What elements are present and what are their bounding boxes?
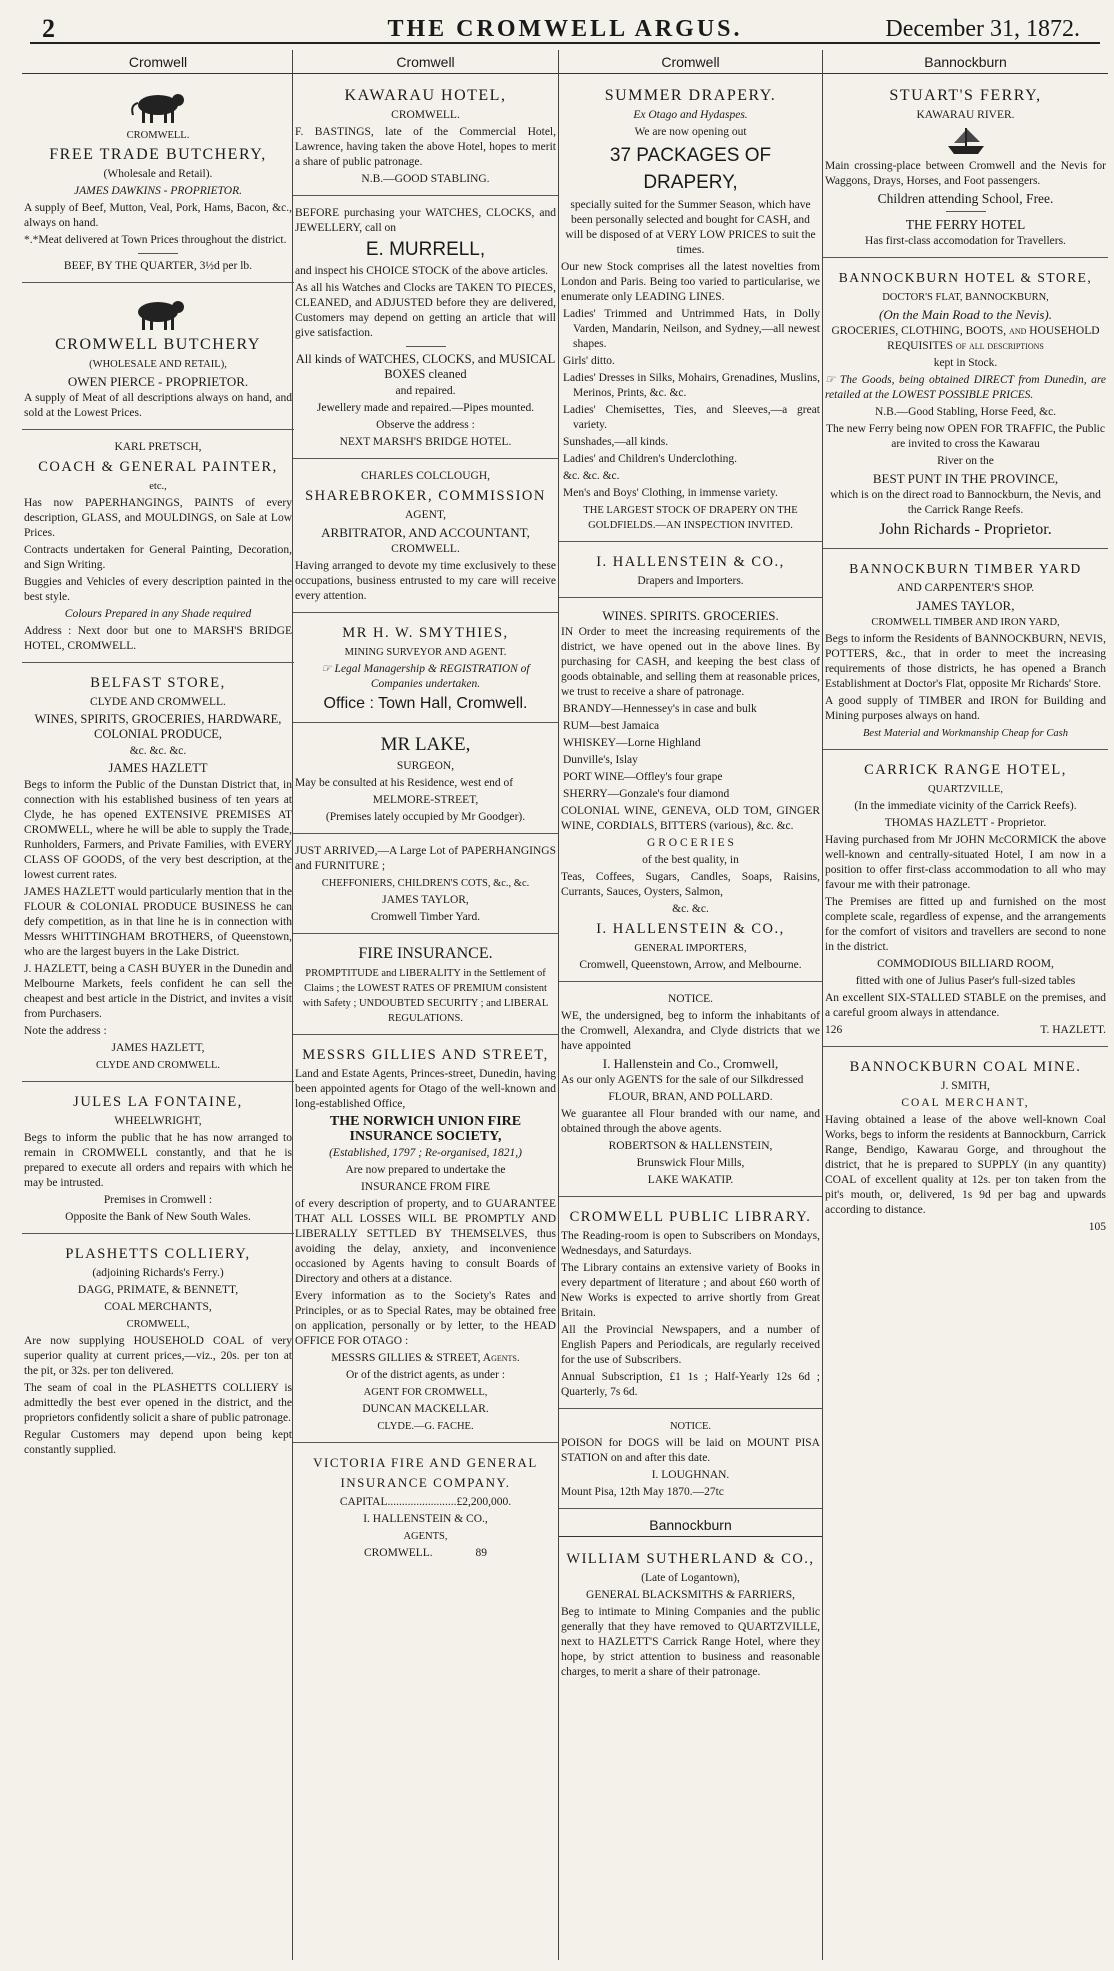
ad-body: The new Ferry being now OPEN FOR TRAFFIC, the Public are invited to cross the Kawarau	[826, 423, 1105, 450]
column-2	[293, 50, 558, 1960]
ad-body: The seam of coal in the PLASHETTS COLLIERY is admittedly the best ever opened in the district, and the proprietors confidently solicit a share of public patronage.	[24, 1382, 292, 1424]
ad-body: INSURANCE FROM FIRE	[360, 1181, 491, 1193]
business-name: COACH & GENERAL PAINTER,	[38, 459, 278, 475]
business-name: MR LAKE,	[380, 734, 471, 755]
address: LAKE WAKATIP.	[647, 1174, 734, 1186]
drapery-list	[561, 307, 820, 501]
ad-jules-la-fontaine	[22, 1086, 294, 1234]
address: CROMWELL,	[126, 1319, 190, 1330]
ad-body: CHEFFONIERS, CHILDREN'S COTS, &c., &c.	[321, 878, 530, 889]
business-name: CARRICK RANGE HOTEL,	[864, 762, 1067, 778]
agents: CLYDE.—G. FACHE.	[377, 1421, 474, 1432]
ad-william-sutherland	[559, 1543, 822, 1688]
ad-heading: BEFORE purchasing your WATCHES, CLOCKS, and JEWELLERY, call on	[295, 207, 556, 234]
subtitle: CROMWELL TIMBER AND IRON YARD,	[871, 617, 1060, 628]
ad-heading: THE FERRY HOTEL	[905, 217, 1026, 232]
ad-body: of every description of property, and to GUARANTEE THAT ALL LOSSES WILL BE PROMPTLY AND LIBERALLY SETTLED BY THEMSELVES, thus avoiding the delay, anxiety, and inconvenience occasioned by Agents having to consult Boards of Directory and others at a distance.	[295, 1198, 556, 1285]
business-name: MR H. W. SMYTHIES,	[342, 625, 509, 641]
wine-item: Dunville's, Islay	[563, 754, 638, 766]
ad-body: A good supply of TIMBER and IRON for Building and Mining purposes always on hand.	[825, 695, 1106, 722]
ad-body: Regular Customers may depend upon being kept constantly supplied.	[24, 1429, 292, 1456]
wine-item: SHERRY—Gonzale's four diamond	[563, 788, 730, 800]
wine-item: BRANDY—Hennessey's in case and bulk	[563, 703, 757, 715]
agents: AGENTS,	[403, 1531, 448, 1542]
proprietor: OWEN PIERCE - PROPRIETOR.	[67, 374, 249, 389]
ad-body: A supply of Meat of all descriptions always on hand, and sold at the Lowest Prices.	[24, 392, 292, 419]
ad-address: NEXT MARSH'S BRIDGE HOTEL.	[339, 436, 512, 448]
wine-item: PORT WINE—Offley's four grape	[563, 771, 723, 783]
ad-wines-spirits	[559, 602, 822, 982]
business-name: I. HALLENSTEIN & CO.,	[596, 921, 785, 937]
ad-number: 126	[825, 1024, 843, 1036]
ad-body: Every information as to the Society's Rates and Principles, or as to Special Rates, may be obtained free on application, personally or by letter, to the HEAD OFFICE FOR OTAGO :	[295, 1290, 556, 1347]
ship-icon	[944, 126, 988, 156]
ad-body: All the Provincial Newspapers, and a number of English Papers and Periodicals, are regularly received for the use of Subscribers.	[561, 1324, 820, 1366]
subtitle: COAL MERCHANTS,	[104, 1301, 212, 1313]
subtitle: CLYDE AND CROMWELL.	[90, 696, 226, 708]
price-line: BEEF, BY THE QUARTER, 3½d per lb.	[63, 260, 253, 272]
etc-label: etc.,	[149, 481, 167, 492]
ad-body: A supply of Beef, Mutton, Veal, Pork, Hams, Bacon, &c., always on hand.	[24, 202, 292, 229]
ad-tagline: THE LARGEST STOCK OF DRAPERY ON THE GOLDFIELDS.—AN INSPECTION INVITED.	[583, 505, 798, 531]
page-number: 2	[42, 14, 55, 43]
ad-body: Has now PAPERHANGINGS, PAINTS of every description, GLASS, and MOULDINGS, on Sale at Low Prices.	[24, 497, 292, 539]
ad-stuarts-ferry	[823, 80, 1108, 258]
ad-body: Teas, Coffees, Sugars, Candles, Soaps, Raisins, Currants, Sauces, Oysters, Salmon,	[561, 871, 820, 898]
ad-body: *.*Meat delivered at Town Prices throughout the district.	[24, 234, 287, 246]
pointing-hand-icon: ☞	[321, 663, 335, 675]
proprietor: John Richards - Proprietor.	[879, 521, 1052, 538]
ad-heading: WINES. SPIRITS. GROCERIES.	[602, 608, 779, 623]
ad-footer	[825, 1023, 1106, 1038]
ad-body: IN Order to meet the increasing requirements of the district, we have opened out in the above lines. By purchasing for CASH, and keeping the best class of goods obtainable, and selling them at reasonable prices, we trust to receive a share of patronage.	[561, 626, 820, 698]
business-name: WILLIAM SUTHERLAND & CO.,	[566, 1551, 815, 1567]
ad-body: We guarantee all Flour branded with our name, and obtained through the above agents.	[561, 1108, 820, 1135]
ad-body: of the best quality, in	[642, 854, 739, 866]
column-heading: Cromwell	[22, 50, 294, 74]
ad-address: Address : Next door but one to MARSH'S BRIDGE HOTEL, CROMWELL.	[24, 625, 292, 652]
business-name: KAWARAU HOTEL,	[344, 87, 507, 104]
ad-body: Having obtained a lease of the above well-known Coal Works, begs to inform the residents at Bannockburn, Carrick Range, Bendigo, Kawarau Gorge, and throughout the district, that he is prepared to SUPPLY (in any quantity) COAL of excellent quality at 12s. per ton taken from the pit's mouth, or, delivered, 1s 9d per bag and upwards according to distance.	[825, 1114, 1106, 1216]
office-address: Office : Town Hall, Cromwell.	[323, 695, 528, 712]
business-name: CROMWELL BUTCHERY	[55, 336, 261, 353]
subtitle: COAL MERCHANT,	[901, 1097, 1030, 1109]
business-name: I. HALLENSTEIN & CO.,	[596, 554, 785, 570]
drapery-item: Men's and Boys' Clothing, in immense variety.	[563, 487, 778, 499]
business-name: FREE TRADE BUTCHERY,	[49, 146, 267, 163]
business-name: JULES LA FONTAINE,	[73, 1094, 243, 1110]
ad-number: 89	[475, 1547, 488, 1559]
subtitle: (Late of Logantown),	[641, 1572, 740, 1584]
agents: I. HALLENSTEIN & CO.,	[363, 1513, 488, 1525]
address: Brunswick Flour Mills,	[636, 1157, 745, 1169]
drapery-item: Girls' ditto.	[563, 355, 615, 367]
column-heading: Bannockburn	[559, 1513, 822, 1537]
ad-just-arrived	[293, 838, 558, 934]
ad-body: Main crossing-place between Cromwell and the Nevis for Waggons, Drays, Horses, and Foot passengers.	[825, 160, 1106, 187]
ad-body: POISON for DOGS will be laid on MOUNT PISA STATION on and after this date.	[561, 1437, 820, 1464]
address: CLYDE AND CROMWELL.	[95, 1060, 221, 1071]
ad-body: Begs to inform the public that he has now arranged to remain in CROMWELL constantly, and that he is prepared to execute all orders and repairs with which he may be intrusted.	[24, 1132, 292, 1189]
ad-body: PROMPTITUDE and LIBERALITY in the Settlement of Claims ; the LOWEST RATES OF PREMIUM consistent with Safety ; UNDOUBTED SECURITY ; and LIBERAL REGULATIONS.	[302, 968, 549, 1024]
ad-body: Are now supplying HOUSEHOLD COAL of very superior quality at current prices,—viz., 20s. per ton at the pit, or 32s. per ton delivered.	[24, 1335, 292, 1377]
ad-free-trade-butchery	[22, 80, 294, 283]
drapery-item: Sunshades,—all kinds.	[563, 436, 669, 448]
business-name: SHAREBROKER, COMMISSION	[305, 488, 546, 504]
business-name: STUART'S FERRY,	[889, 87, 1042, 104]
wine-item: WHISKEY—Lorne Highland	[563, 737, 701, 749]
ad-body: We are now opening out	[634, 126, 747, 138]
subtitle: (Wholesale and Retail).	[103, 168, 213, 180]
address: MELMORE-STREET,	[372, 794, 479, 806]
subtitle: (On the Main Road to the Nevis).	[879, 307, 1052, 322]
ad-body: Contracts undertaken for General Painting, Decoration, and Sign Writing.	[24, 544, 292, 571]
address: CROMWELL.	[391, 543, 460, 555]
ad-body: Jewellery made and repaired.—Pipes mounted.	[316, 402, 535, 414]
ad-heading: COMMODIOUS BILLIARD ROOM,	[877, 958, 1054, 970]
ad-public-library	[559, 1201, 822, 1409]
ad-body: May be consulted at his Residence, west end of	[295, 777, 514, 789]
drapery-item: Ladies' Trimmed and Untrimmed Hats, in Dolly Varden, Mandarin, Neilson, and Sydney,—all newest shapes.	[563, 308, 820, 350]
ad-body: Note the address :	[24, 1025, 107, 1037]
bull-icon	[128, 294, 188, 332]
issue-date: December 31, 1872.	[885, 16, 1080, 42]
ad-e-murrell	[293, 200, 558, 459]
ad-body: The Library contains an extensive variety of Books in every department of literature ; and about £60 worth of New Works is expected to arrive shortly from Great Britain.	[561, 1262, 820, 1319]
ad-gillies-and-street	[293, 1039, 558, 1443]
wine-list	[561, 702, 820, 802]
business-name: PLASHETTS COLLIERY,	[65, 1246, 251, 1262]
ad-body	[295, 662, 556, 692]
ad-heading: 37 PACKAGES OF DRAPERY,	[609, 145, 772, 193]
ad-bannockburn-coal-mine	[823, 1051, 1108, 1243]
ad-body: specially suited for the Summer Season, which have been personally selected and bought for CASH, and will be disposed of at VERY LOW PRICES to suit the times.	[565, 199, 816, 256]
ad-hallenstein-drapers	[559, 546, 822, 598]
company-name: VICTORIA FIRE AND GENERAL INSURANCE COMPANY.	[313, 1455, 538, 1490]
subtitle: DOCTOR'S FLAT, BANNOCKBURN,	[882, 292, 1049, 303]
subtitle: Drapers and Importers.	[637, 575, 744, 587]
column-heading: Cromwell	[559, 50, 822, 74]
subtitle: (WHOLESALE AND RETAIL),	[89, 359, 227, 370]
signature: T. HAZLETT.	[1040, 1024, 1106, 1036]
subtitle: (adjoining Richards's Ferry.)	[92, 1267, 224, 1279]
subtitle: WHEELWRIGHT,	[114, 1115, 202, 1127]
subtitle: Ex Otago and Hydaspes.	[633, 109, 748, 121]
capital: CAPITAL........................£2,200,000.	[339, 1496, 512, 1508]
drapery-item: Ladies' Chemisettes, Ties, and Sleeves,—a great variety.	[563, 404, 820, 431]
subtitle: (In the immediate vicinity of the Carrick Reefs).	[854, 800, 1077, 812]
ad-smythies	[293, 617, 558, 723]
business-name: BANNOCKBURN HOTEL & STORE,	[838, 270, 1093, 285]
ad-number: 105	[1088, 1221, 1106, 1233]
subtitle: KAWARAU RIVER.	[916, 109, 1015, 121]
subtitle: GENERAL BLACKSMITHS & FARRIERS,	[586, 1589, 795, 1601]
etc-label: &c. &c. &c.	[129, 745, 187, 757]
ad-body: The Premises are fitted up and furnished on the most complete scale, regardless of expense, and the arrangements for the comfort of visitors and travellers are second to none in the district.	[825, 896, 1106, 953]
ad-victoria-fire	[293, 1447, 558, 1569]
ad-heading: G R O C E R I E S	[647, 837, 734, 849]
company-name: THE NORWICH UNION FIRE INSURANCE SOCIETY,	[329, 1114, 522, 1144]
ad-body: N.B.—Good Stabling, Horse Feed, &c.	[874, 406, 1057, 418]
ad-body: Begs to inform the Public of the Dunstan District that, in connection with his established business of ten years at Clyde, he has opened EXTENSIVE PREMISES AT CROMWELL, where he will be able to supply the Trade, Runholders, Farmers, and Private Families, with EVERY CLASS OF GOODS, of the very best description, at the lowest current rates.	[24, 779, 292, 881]
ad-body: Observe the address :	[376, 419, 475, 431]
ad-belfast-store	[22, 667, 294, 1082]
ad-body: J. HAZLETT, being a CASH BUYER in the Dunedin and Melbourne Markets, feels confident he can sell the cheapest and best article in the District, and invites a visit from Purchasers.	[24, 963, 292, 1020]
ad-body: An excellent SIX-STALLED STABLE on the premises, and a careful groom always in attendance.	[825, 992, 1106, 1019]
proprietor: J. SMITH,	[941, 1080, 990, 1092]
ad-kawarau-hotel	[293, 80, 558, 196]
ad-heading: FLOUR, BRAN, AND POLLARD.	[608, 1091, 773, 1103]
ad-body: WE, the undersigned, beg to inform the inhabitants of the Cromwell, Alexandra, and Clyde districts that we have appointed	[561, 1010, 820, 1052]
business-name: CROMWELL PUBLIC LIBRARY.	[569, 1209, 812, 1225]
ad-body: Beg to intimate to Mining Companies and the public generally that they have removed to QUARTZVILLE, next to HAZLETT'S Carrick Range Hotel, where they hope, by strict attention to business and reasonable charges, to merit a share of their patronage.	[561, 1606, 820, 1678]
agents: AGENT FOR CROMWELL,	[363, 1387, 488, 1398]
ad-body: Premises in Cromwell :	[103, 1194, 213, 1206]
notice-heading: NOTICE.	[667, 993, 714, 1005]
ad-heading: JUST ARRIVED,—A Large Lot of PAPERHANGINGS and FURNITURE ;	[295, 845, 556, 872]
business-owner: CHARLES COLCLOUGH,	[360, 470, 491, 482]
ad-body: As all his Watches and Clocks are TAKEN TO PIECES, CLEANED, and ADJUSTED before they are delivered, Customers may depend on getting an article that will give satisfaction.	[295, 282, 556, 339]
ad-body: Buggies and Vehicles of every description painted in the best style.	[24, 576, 292, 603]
proprietor: THOMAS HAZLETT - Proprietor.	[884, 817, 1047, 829]
ad-body: and inspect his CHOICE STOCK of the above articles.	[295, 265, 549, 277]
town: CROMWELL.	[363, 1547, 433, 1559]
column-heading: Cromwell	[293, 50, 558, 74]
subtitle: MINING SURVEYOR AND AGENT.	[344, 647, 507, 658]
ad-tagline: The Goods, being obtained DIRECT from Dunedin, are retailed at the LOWEST POSSIBLE PRICES.	[825, 374, 1106, 401]
bull-icon	[128, 87, 188, 125]
proprietor: JAMES DAWKINS - PROPRIETOR.	[74, 185, 242, 197]
masthead	[30, 8, 1100, 44]
business-name: BANNOCKBURN COAL MINE.	[849, 1059, 1082, 1075]
ad-heading: BEST PUNT IN THE PROVINCE,	[872, 471, 1059, 486]
ad-plashetts-colliery	[22, 1238, 294, 1466]
subtitle: AND CARPENTER'S SHOP.	[896, 582, 1035, 594]
signature: ROBERTSON & HALLENSTEIN,	[608, 1140, 773, 1152]
business-name: E. MURRELL,	[365, 239, 486, 260]
ad-body: JAMES HAZLETT would particularly mention that in the FLOUR & COLONIAL PRODUCE BUSINESS he can defy competition, as in that line he is in connection with Messrs WHITTINGHAM BROTHERS, of Queenstown, who are the largest buyers in the Lake District.	[24, 886, 292, 958]
ad-bannockburn-timber-yard	[823, 553, 1108, 750]
drapery-item: &c. &c. &c.	[563, 470, 620, 482]
ad-summer-drapery	[559, 80, 822, 542]
subtitle: GENERAL IMPORTERS,	[634, 943, 747, 954]
column-4	[823, 50, 1108, 1960]
address	[295, 1546, 556, 1561]
ad-body: fitted with one of Julius Paser's full-sized tables	[855, 975, 1076, 987]
signature: JAMES TAYLOR,	[382, 894, 469, 906]
subtitle: QUARTZVILLE,	[928, 784, 1003, 795]
ad-body: River on the	[937, 455, 994, 467]
ad-carrick-range-hotel	[823, 754, 1108, 1047]
subtitle: CROMWELL.	[391, 109, 460, 121]
ad-body: kept in Stock.	[933, 357, 998, 369]
business-name: MESSRS GILLIES AND STREET,	[302, 1047, 549, 1063]
ad-heading: FIRE INSURANCE.	[358, 945, 493, 962]
ad-body: Having arranged to devote my time exclusively to these occupations, business entrusted to my care will receive every attention.	[295, 560, 556, 602]
column-1	[22, 50, 294, 1960]
wine-item: RUM—best Jamaica	[563, 720, 660, 732]
subtitle: AGENT,	[405, 509, 446, 521]
ad-body: Mount Pisa, 12th May 1870.—27tc	[561, 1486, 724, 1498]
ad-body: F. BASTINGS, late of the Commercial Hotel, Lawrence, having taken the above Hotel, hopes to merit a share of public patronage.	[295, 126, 556, 168]
ad-body	[825, 373, 1106, 403]
ad-body: which is on the direct road to Bannockburn, the Nevis, and the Carrick Range Reefs.	[830, 489, 1101, 516]
ad-body: Having purchased from Mr JOHN McCORMICK the above well-known and centrally-situated Hotel, I am now in a position to offer first-class accommodation to all who may favour me with their patronage.	[825, 834, 1106, 891]
ad-body: Has first-class accomodation for Travellers.	[865, 235, 1066, 247]
business-name: BANNOCKBURN TIMBER YARD	[849, 561, 1082, 576]
business-name: SUMMER DRAPERY.	[604, 87, 777, 104]
drapery-item: Ladies' Dresses in Silks, Mohairs, Grenadines, Muslins, Merinos, Prints, &c. &c.	[563, 372, 820, 399]
address: Cromwell, Queenstown, Arrow, and Melbourne.	[579, 959, 802, 971]
ad-mr-lake	[293, 727, 558, 834]
business-owner: KARL PRETSCH,	[114, 441, 202, 453]
ad-body: Or of the district agents, as under :	[345, 1369, 506, 1381]
newspaper-title: THE CROMWELL ARGUS.	[387, 16, 743, 42]
ad-body: Our new Stock comprises all the latest novelties from London and Paris. Being too varied to particularise, we enumerate only LEADING LINES.	[561, 261, 820, 303]
ad-body: Annual Subscription, £1 1s ; Half-Yearly 12s 6d ; Quarterly, 7s 6d.	[561, 1371, 820, 1398]
ad-tagline: Colours Prepared in any Shade required	[64, 608, 252, 620]
ad-body: N.B.—GOOD STABLING.	[361, 173, 490, 185]
agents: MESSRS GILLIES & STREET, Agents.	[331, 1352, 520, 1364]
proprietor: DAGG, PRIMATE, & BENNETT,	[77, 1284, 239, 1296]
ad-karl-pretsch	[22, 434, 294, 663]
subtitle: SURGEON,	[396, 760, 455, 772]
agents: I. Hallenstein and Co., Cromwell,	[602, 1056, 779, 1071]
town-label: CROMWELL.	[126, 130, 190, 141]
ad-body: GROCERIES, CLOTHING, BOOTS, and HOUSEHOLD REQUISITES of all descriptions	[831, 325, 1100, 352]
ad-body: (Established, 1797 ; Re-organised, 1821,)	[329, 1147, 522, 1159]
ad-body: All kinds of WATCHES, CLOCKS, and MUSICAL BOXES cleaned	[295, 352, 556, 381]
drapery-item: Ladies' and Children's Underclothing.	[563, 453, 738, 465]
ad-body: Land and Estate Agents, Princes-street, Dunedin, having been appointed agents for Otago of the well-known and long-established Office,	[295, 1068, 556, 1110]
ad-body: The Reading-room is open to Subscribers on Mondays, Wednesdays, and Saturdays.	[561, 1230, 820, 1257]
ad-poison-notice	[559, 1413, 822, 1509]
ad-body: Begs to inform the Residents of BANNOCKBURN, NEVIS, POTTERS, &c., that in order to meet the increasing requirements of those districts, he has opened a Branch Establishment at Doctor's Flat, opposite Mr Richards' Store.	[825, 633, 1106, 690]
agents: DUNCAN MACKELLAR.	[362, 1403, 489, 1415]
proprietor: JAMES TAYLOR,	[916, 598, 1015, 613]
ad-body: (Premises lately occupied by Mr Goodger).	[325, 811, 526, 823]
column-heading: Bannockburn	[823, 50, 1108, 74]
business-name: BELFAST STORE,	[90, 675, 226, 691]
ad-body: and repaired.	[395, 385, 456, 397]
proprietor: JAMES HAZLETT	[108, 761, 208, 775]
ad-address: Opposite the Bank of New South Wales.	[65, 1211, 251, 1223]
pointing-hand-icon: ☞	[825, 374, 840, 386]
subtitle: ARBITRATOR, AND ACCOUNTANT,	[321, 525, 530, 540]
column-3	[559, 50, 822, 1960]
ad-body: As our only AGENTS for the sale of our Silkdressed	[561, 1074, 804, 1086]
address: Cromwell Timber Yard.	[370, 911, 481, 923]
ad-charles-colclough	[293, 463, 558, 613]
notice-heading: NOTICE.	[669, 1421, 712, 1432]
ad-heading: WINES, SPIRITS, GROCERIES, HARDWARE, COLONIAL PRODUCE,	[34, 712, 282, 741]
ad-fire-insurance	[293, 938, 558, 1035]
ad-body: Are now prepared to undertake the	[345, 1164, 506, 1176]
ad-heading: Children attending School, Free.	[877, 191, 1054, 206]
ad-body: COLONIAL WINE, GENEVA, OLD TOM, GINGER WINE, CORDIALS, BITTERS (various), &c. &c.	[561, 805, 820, 832]
ad-tagline: Legal Managership & REGISTRATION of Companies undertaken.	[334, 663, 530, 690]
ad-flour-notice	[559, 986, 822, 1197]
ad-tagline: Best Material and Workmanship Cheap for Cash	[863, 728, 1068, 739]
signature: I. LOUGHNAN.	[651, 1469, 730, 1481]
etc-label: &c. &c.	[672, 903, 709, 915]
ad-bannockburn-hotel	[823, 262, 1108, 549]
signature: JAMES HAZLETT,	[111, 1042, 205, 1054]
ad-cromwell-butchery	[22, 287, 294, 430]
